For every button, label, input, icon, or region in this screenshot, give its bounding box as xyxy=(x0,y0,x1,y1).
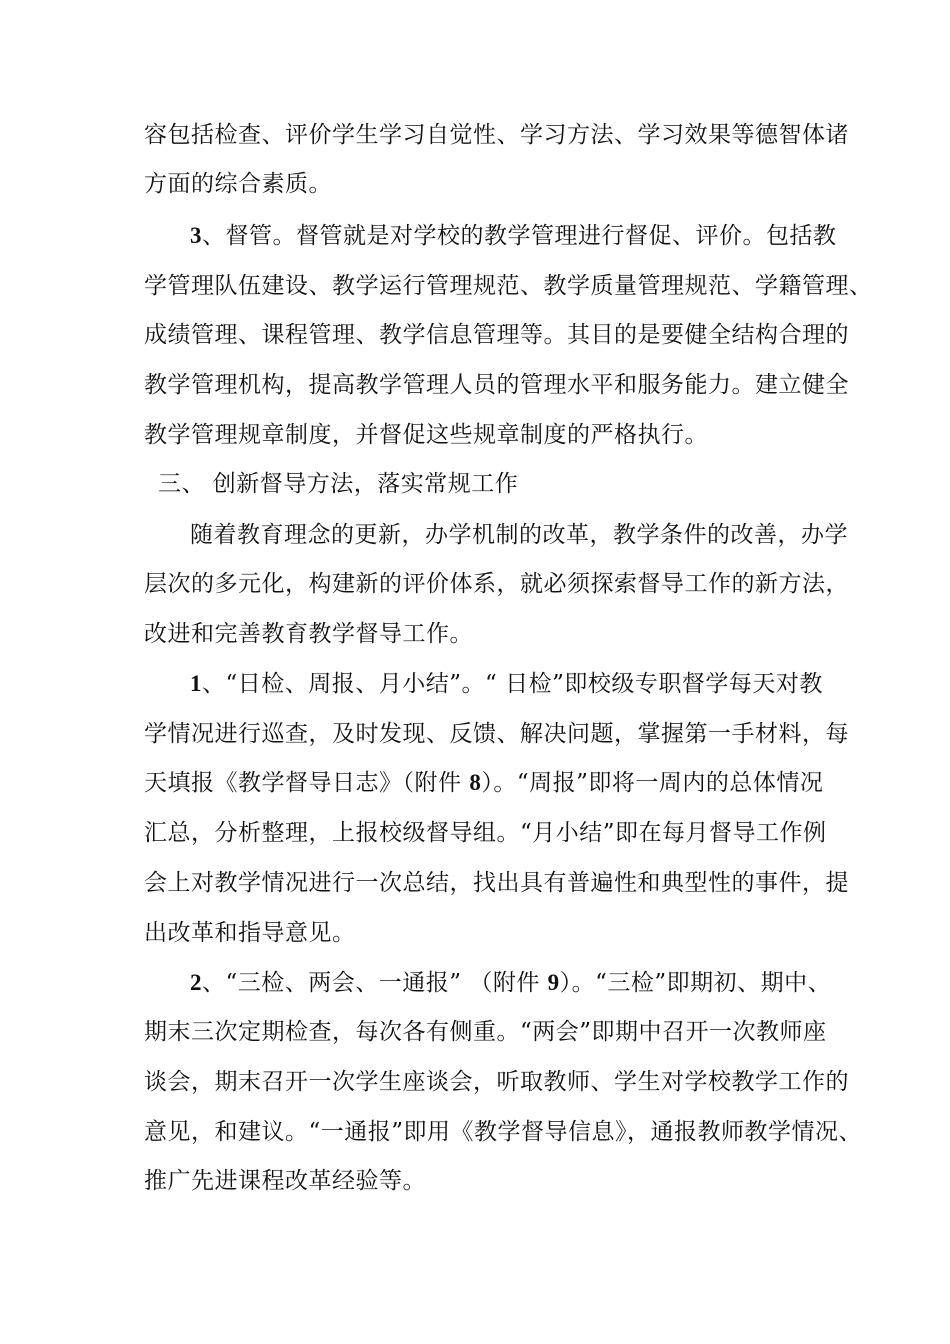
attachment-number: 9 xyxy=(547,970,560,995)
section-heading: 三、 创新督导方法，落实常规工作 xyxy=(158,471,519,497)
paragraph-3-first-line xyxy=(190,219,837,253)
text-line: 推广先进课程改革经验等。 xyxy=(144,1168,426,1194)
text-line: 、“日检、周报、月小结”。“ 日检”即校级专职督学每天对教 xyxy=(202,671,823,697)
text-line: 教学管理机构，提高教学管理人员的管理水平和服务能力。建立健全 xyxy=(144,372,849,398)
text-line: 学情况进行巡查，及时发现、反馈、解决问题，掌握第一手材料，每 xyxy=(144,721,849,747)
text-fragment: 天填报《教学督导日志》（附件 xyxy=(144,770,470,796)
text-line: 谈会，期末召开一次学生座谈会，听取教师、学生对学校教学工作的 xyxy=(144,1069,849,1095)
text-line: 成绩管理、课程管理、教学信息管理等。其目的是要健全结构合理的 xyxy=(144,322,849,348)
paragraph-1-first-line xyxy=(190,667,823,701)
paragraph-2-first-line xyxy=(190,966,832,1000)
text-line: 期末三次定期检查，每次各有侧重。“两会”即期中召开一次教师座 xyxy=(144,1019,827,1045)
text-line: 方面的综合素质。 xyxy=(144,171,332,197)
text-line: 汇总，分析整理，上报校级督导组。“月小结”即在每月督导工作例 xyxy=(144,820,827,846)
text-line: 随着教育理念的更新，办学机制的改革，教学条件的改善，办学 xyxy=(190,522,848,548)
text-line: 容包括检查、评价学生学习自觉性、学习方法、学习效果等德智体诸 xyxy=(144,122,849,148)
text-line: 出改革和指导意见。 xyxy=(144,920,356,946)
text-fragment: ）。“三检”即期初、期中、 xyxy=(559,970,832,996)
text-line: 学管理队伍建设、教学运行管理规范、教学质量管理规范、学籍管理、 xyxy=(144,273,873,299)
text-line xyxy=(144,766,824,800)
text-fragment: 、“三检、两会、一通报” （附件 xyxy=(202,970,548,996)
text-fragment: ）。“周报”即将一周内的总体情况 xyxy=(481,770,824,796)
item-number: 2 xyxy=(190,970,202,995)
text-line: 会上对教学情况进行一次总结，找出具有普遍性和典型性的事件，提 xyxy=(144,870,849,896)
attachment-number: 8 xyxy=(469,770,482,795)
item-number: 1 xyxy=(190,671,202,696)
item-number: 3 xyxy=(190,223,202,248)
text-line: 教学管理规章制度，并督促这些规章制度的严格执行。 xyxy=(144,422,708,448)
text-line: 、督管。督管就是对学校的教学管理进行督促、评价。包括教 xyxy=(202,223,837,249)
text-line: 层次的多元化，构建新的评价体系，就必须探索督导工作的新方法， xyxy=(144,571,849,597)
text-line: 意见，和建议。“一通报”即用《教学督导信息》，通报教师教学情况、 xyxy=(144,1119,863,1145)
text-line: 改进和完善教育教学督导工作。 xyxy=(144,621,473,647)
